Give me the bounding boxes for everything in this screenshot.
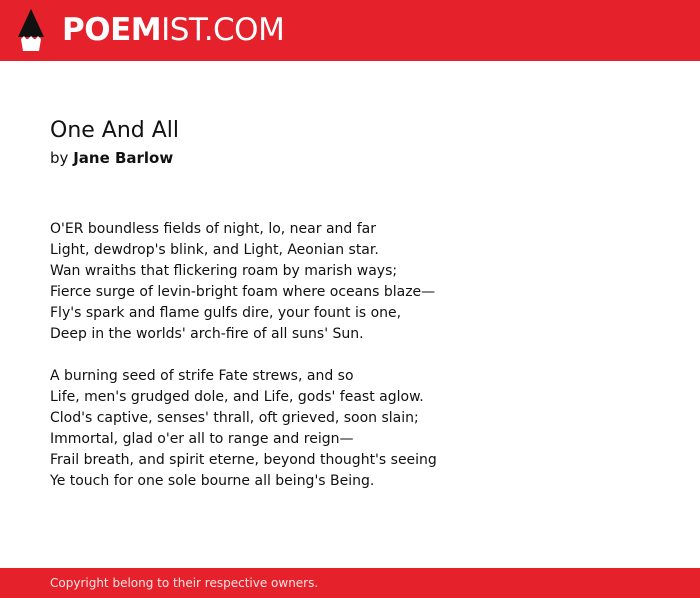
poem-body: [50, 219, 670, 513]
stanza: [50, 366, 670, 492]
pencil-logo-icon[interactable]: [18, 9, 44, 52]
poem-line: Frail breath, and spirit eterne, beyond thought's seeing: [50, 452, 437, 468]
logo-text-bold: POEM: [62, 12, 162, 48]
poem-line: A burning seed of strife Fate strews, and so: [50, 368, 354, 384]
copyright-text: Copyright belong to their respective owners.: [50, 576, 319, 590]
poem-line: Immortal, glad o'er all to range and reign—: [50, 431, 354, 447]
logo-text-light: IST.COM: [161, 12, 285, 48]
poem-line: Clod's captive, senses' thrall, oft grieved, soon slain;: [50, 410, 419, 426]
site-footer: [0, 568, 700, 598]
poem-line: Deep in the worlds' arch-fire of all suns' Sun.: [50, 326, 364, 342]
poem-line: Fierce surge of levin-bright foam where oceans blaze—: [50, 284, 436, 300]
poem-line: Wan wraiths that flickering roam by marish ways;: [50, 263, 398, 279]
author-name[interactable]: Jane Barlow: [73, 149, 174, 167]
site-header: [0, 0, 700, 61]
byline: [50, 148, 173, 168]
site-logo[interactable]: [62, 12, 284, 48]
by-label: by: [50, 149, 69, 167]
poem-title: One And All: [50, 118, 180, 143]
poem-line: Life, men's grudged dole, and Life, gods' feast aglow.: [50, 389, 424, 405]
poem-line: Light, dewdrop's blink, and Light, Aeonian star.: [50, 242, 379, 258]
poem-line: Fly's spark and flame gulfs dire, your fount is one,: [50, 305, 402, 321]
poem-line: O'ER boundless fields of night, lo, near and far: [50, 221, 377, 237]
poem-line: Ye touch for one sole bourne all being's Being.: [50, 473, 375, 489]
stanza: [50, 219, 670, 345]
